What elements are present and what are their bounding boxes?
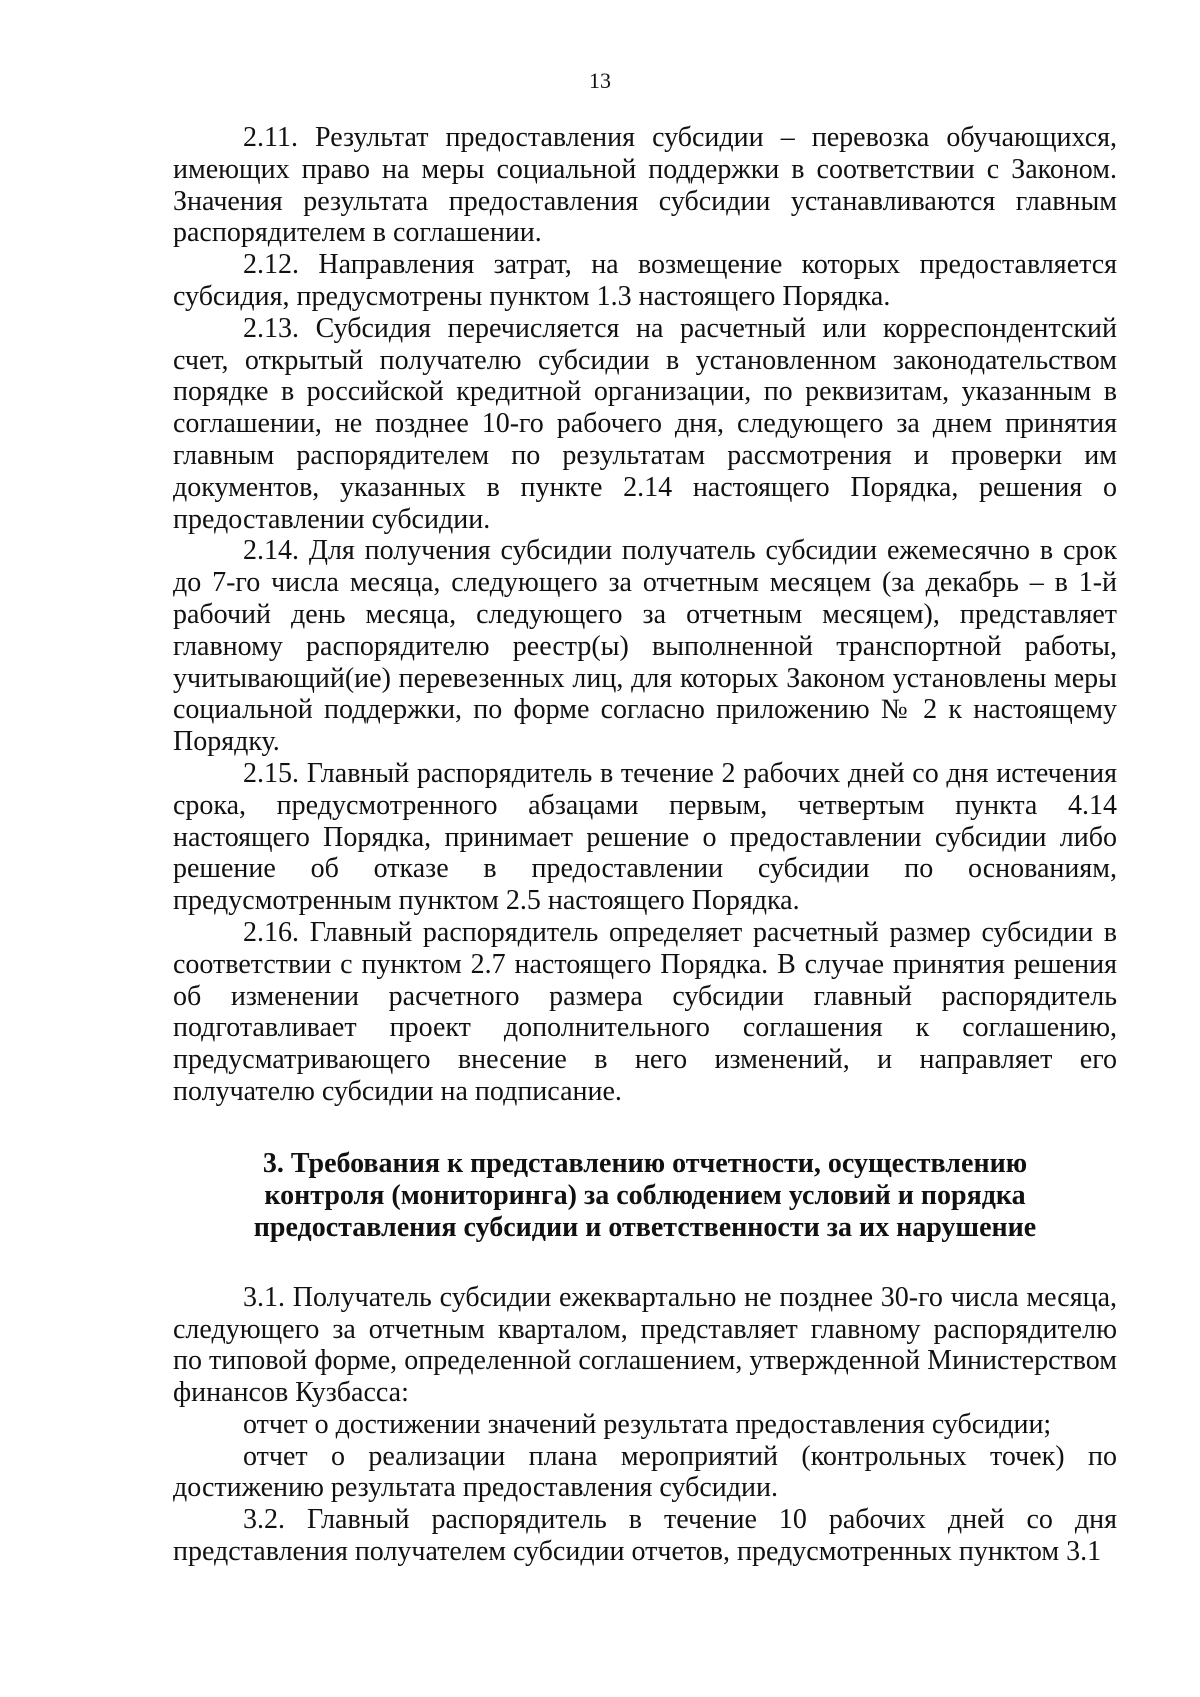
section-heading-line: 3. Требования к представлению отчетности, осуществлению — [262, 1147, 1028, 1179]
section-heading-line: контроля (мониторинга) за соблюдением условий и порядка — [264, 1179, 1026, 1211]
section-heading-line: предоставления субсидии и ответственности за их нарушение — [253, 1211, 1037, 1243]
paragraph-report-results: отчет о достижении значений результата предоставления субсидии; — [243, 1408, 1052, 1440]
section-3-heading — [173, 1148, 1117, 1244]
paragraph-2-13: 2.13. Субсидия перечисляется на расчетный или корреспондентский счет, открытый получателю субсидии в установленном законодательством порядке в российской кредитной организации, по реквизитам, указанным в соглашении, не позднее 10-го рабочего дня, следующего за днем принятия главным распорядителем по результатам рассмотрения и проверки им документов, указанных в пункте 2.14 настоящего Порядка, решения о предоставлении субсидии. — [173, 312, 1117, 535]
paragraph-2-12: 2.12. Направления затрат, на возмещение которых предоставляется субсидия, предусмотрены пунктом 1.3 настоящего Порядка. — [173, 249, 1117, 312]
paragraph-report-plan: отчет о реализации плана мероприятий (контрольных точек) по достижению результата предоставления субсидии. — [173, 1440, 1117, 1504]
paragraph-3-1: 3.1. Получатель субсидии ежеквартально не позднее 30-го числа месяца, следующего за отчетным кварталом, представляет главному распорядителю по типовой форме, определенной соглашением, утвержденной Министерством финансов Кузбасса: — [173, 1281, 1117, 1409]
paragraph-3-2: 3.2. Главный распорядитель в течение 10 рабочих дней со дня представления получателем субсидии отчетов, предусмотренных пунктом 3.1 — [173, 1504, 1117, 1568]
document-body — [173, 122, 1117, 1568]
paragraph-2-11: 2.11. Результат предоставления субсидии – перевозка обучающихся, имеющих право на меры социальной поддержки в соответствии с Законом. Значения результата предоставления субсидии устанавливаются главным распорядителем в соглашении. — [173, 122, 1117, 249]
paragraph-2-14: 2.14. Для получения субсидии получатель субсидии ежемесячно в срок до 7-го числа месяца, следующего за отчетным месяцем (за декабрь – в 1-й рабочий день месяца, следующего за отчетным месяцем), представляет главному распорядителю реестр(ы) выполненной транспортной работы, учитывающий(ие) перевезенных лиц, для которых Законом установлены меры социальной поддержки, по форме согласно приложению № 2 к настоящему Порядку. — [173, 535, 1117, 758]
paragraph-2-16: 2.16. Главный распорядитель определяет расчетный размер субсидии в соответствии с пунктом 2.7 настоящего Порядка. В случае принятия решения об изменении расчетного размера субсидии главный распорядитель подготавливает проект дополнительного соглашения к соглашению, предусматривающего внесение в него изменений, и направляет его получателю субсидии на подписание. — [173, 916, 1117, 1107]
paragraph-2-15: 2.15. Главный распорядитель в течение 2 рабочих дней со дня истечения срока, предусмотренного абзацами первым, четвертым пункта 4.14 настоящего Порядка, принимает решение о предоставлении субсидии либо решение об отказе в предоставлении субсидии по основаниям, предусмотренным пунктом 2.5 настоящего Порядка. — [173, 757, 1117, 917]
page-number: 13 — [589, 68, 611, 93]
